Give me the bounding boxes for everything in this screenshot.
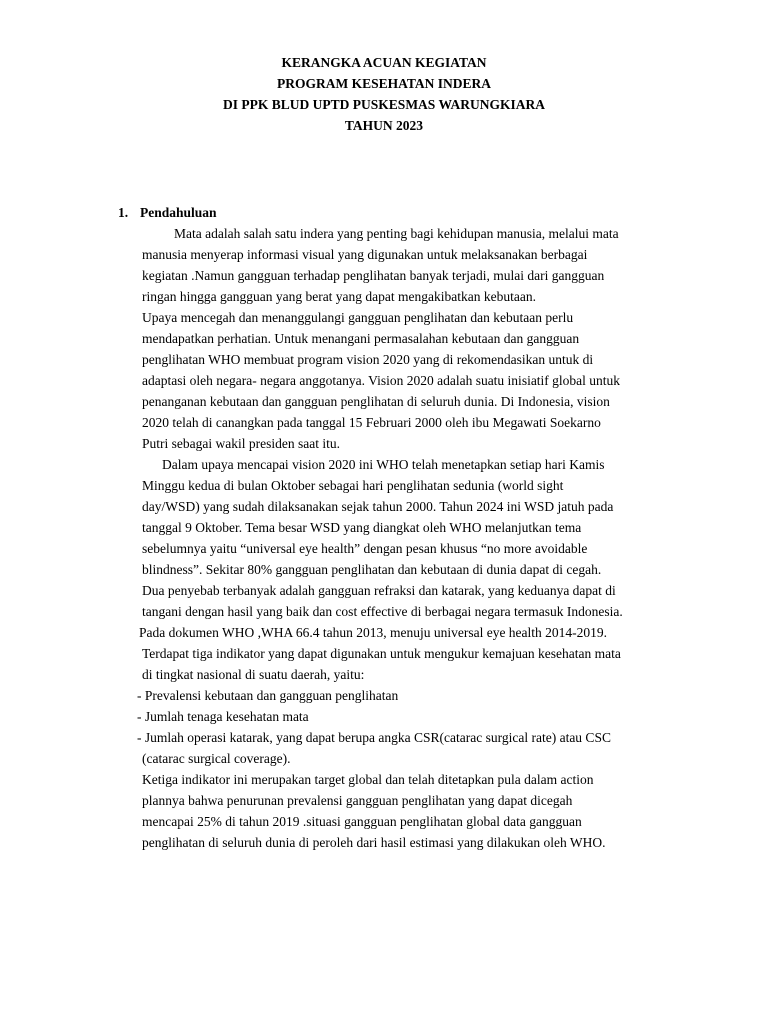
paragraph-line: penglihatan WHO membuat program vision 2020 yang di rekomendasikan untuk di [142,352,594,367]
section-heading [118,202,217,223]
paragraph-line: tangani dengan hasil yang baik dan cost effective di berbagai negara termasuk Indonesia. [142,604,623,619]
paragraph-line: manusia menyerap informasi visual yang digunakan untuk melaksanakan berbagai [142,247,588,262]
title-line: PROGRAM KESEHATAN INDERA [276,76,491,91]
paragraph-line: Ketiga indikator ini merupakan target global dan telah ditetapkan pula dalam action [142,772,594,787]
paragraph-line: (catarac surgical coverage). [142,751,291,766]
paragraph-line: blindness”. Sekitar 80% gangguan penglihatan dan kebutaan di dunia dapat di cegah. [142,562,602,577]
paragraph-line: penglihatan di seluruh dunia di peroleh dari hasil estimasi yang dilakukan oleh WHO. [142,835,606,850]
paragraph-line: Upaya mencegah dan menanggulangi gangguan penglihatan dan kebutaan perlu [142,310,574,325]
paragraph-line: di tingkat nasional di suatu daerah, yaitu: [142,667,365,682]
section-number: 1. [118,205,129,220]
paragraph-line: Terdapat tiga indikator yang dapat digunakan untuk mengukur kemajuan kesehatan mata [142,646,621,661]
paragraph-line: Dalam upaya mencapai vision 2020 ini WHO telah menetapkan setiap hari Kamis [162,457,605,472]
paragraph-line: adaptasi oleh negara- negara anggotanya. Vision 2020 adalah suatu inisiatif global untuk [142,373,621,388]
section-title: Pendahuluan [140,205,217,220]
list-item: - Prevalensi kebutaan dan gangguan penglihatan [137,688,399,703]
paragraph-line: Mata adalah salah satu indera yang penting bagi kehidupan manusia, melalui mata [174,226,619,241]
paragraph-line: tanggal 9 Oktober. Tema besar WSD yang diangkat oleh WHO melanjutkan tema [142,520,582,535]
paragraph-line: ringan hingga gangguan yang berat yang dapat mengakibatkan kebutaan. [142,289,536,304]
paragraph-line: sebelumnya yaitu “universal eye health” dengan pesan khusus “no more avoidable [142,541,588,556]
list-item: - Jumlah tenaga kesehatan mata [137,709,309,724]
paragraph-line: Pada dokumen WHO ,WHA 66.4 tahun 2013, menuju universal eye health 2014-2019. [139,625,608,640]
paragraph-line: Minggu kedua di bulan Oktober sebagai hari penglihatan sedunia (world sight [142,478,564,493]
paragraph-line: mencapai 25% di tahun 2019 .situasi gangguan penglihatan global data gangguan [142,814,582,829]
paragraph-line: mendapatkan perhatian. Untuk menangani permasalahan kebutaan dan gangguan [142,331,580,346]
title-line: DI PPK BLUD UPTD PUSKESMAS WARUNGKIARA [223,97,545,112]
title-line: TAHUN 2023 [344,118,424,133]
paragraph-line: Dua penyebab terbanyak adalah gangguan refraksi dan katarak, yang keduanya dapat di [142,583,616,598]
title-line: KERANGKA ACUAN KEGIATAN [281,55,487,70]
document-title [0,52,768,136]
paragraph-line: day/WSD) yang sudah dilaksanakan sejak tahun 2000. Tahun 2024 ini WSD jatuh pada [142,499,614,514]
paragraph-line: plannya bahwa penurunan prevalensi gangguan penglihatan yang dapat dicegah [142,793,573,808]
paragraph-line: penanganan kebutaan dan gangguan penglihatan di seluruh dunia. Di Indonesia, vision [142,394,610,409]
paragraph-line: Putri sebagai wakil presiden saat itu. [142,436,340,451]
paragraph-line: 2020 telah di canangkan pada tanggal 15 Februari 2000 oleh ibu Megawati Soekarno [142,415,601,430]
list-item: - Jumlah operasi katarak, yang dapat berupa angka CSR(catarac surgical rate) atau CSC [137,730,611,745]
paragraph-line: kegiatan .Namun gangguan terhadap penglihatan banyak terjadi, mulai dari gangguan [142,268,605,283]
